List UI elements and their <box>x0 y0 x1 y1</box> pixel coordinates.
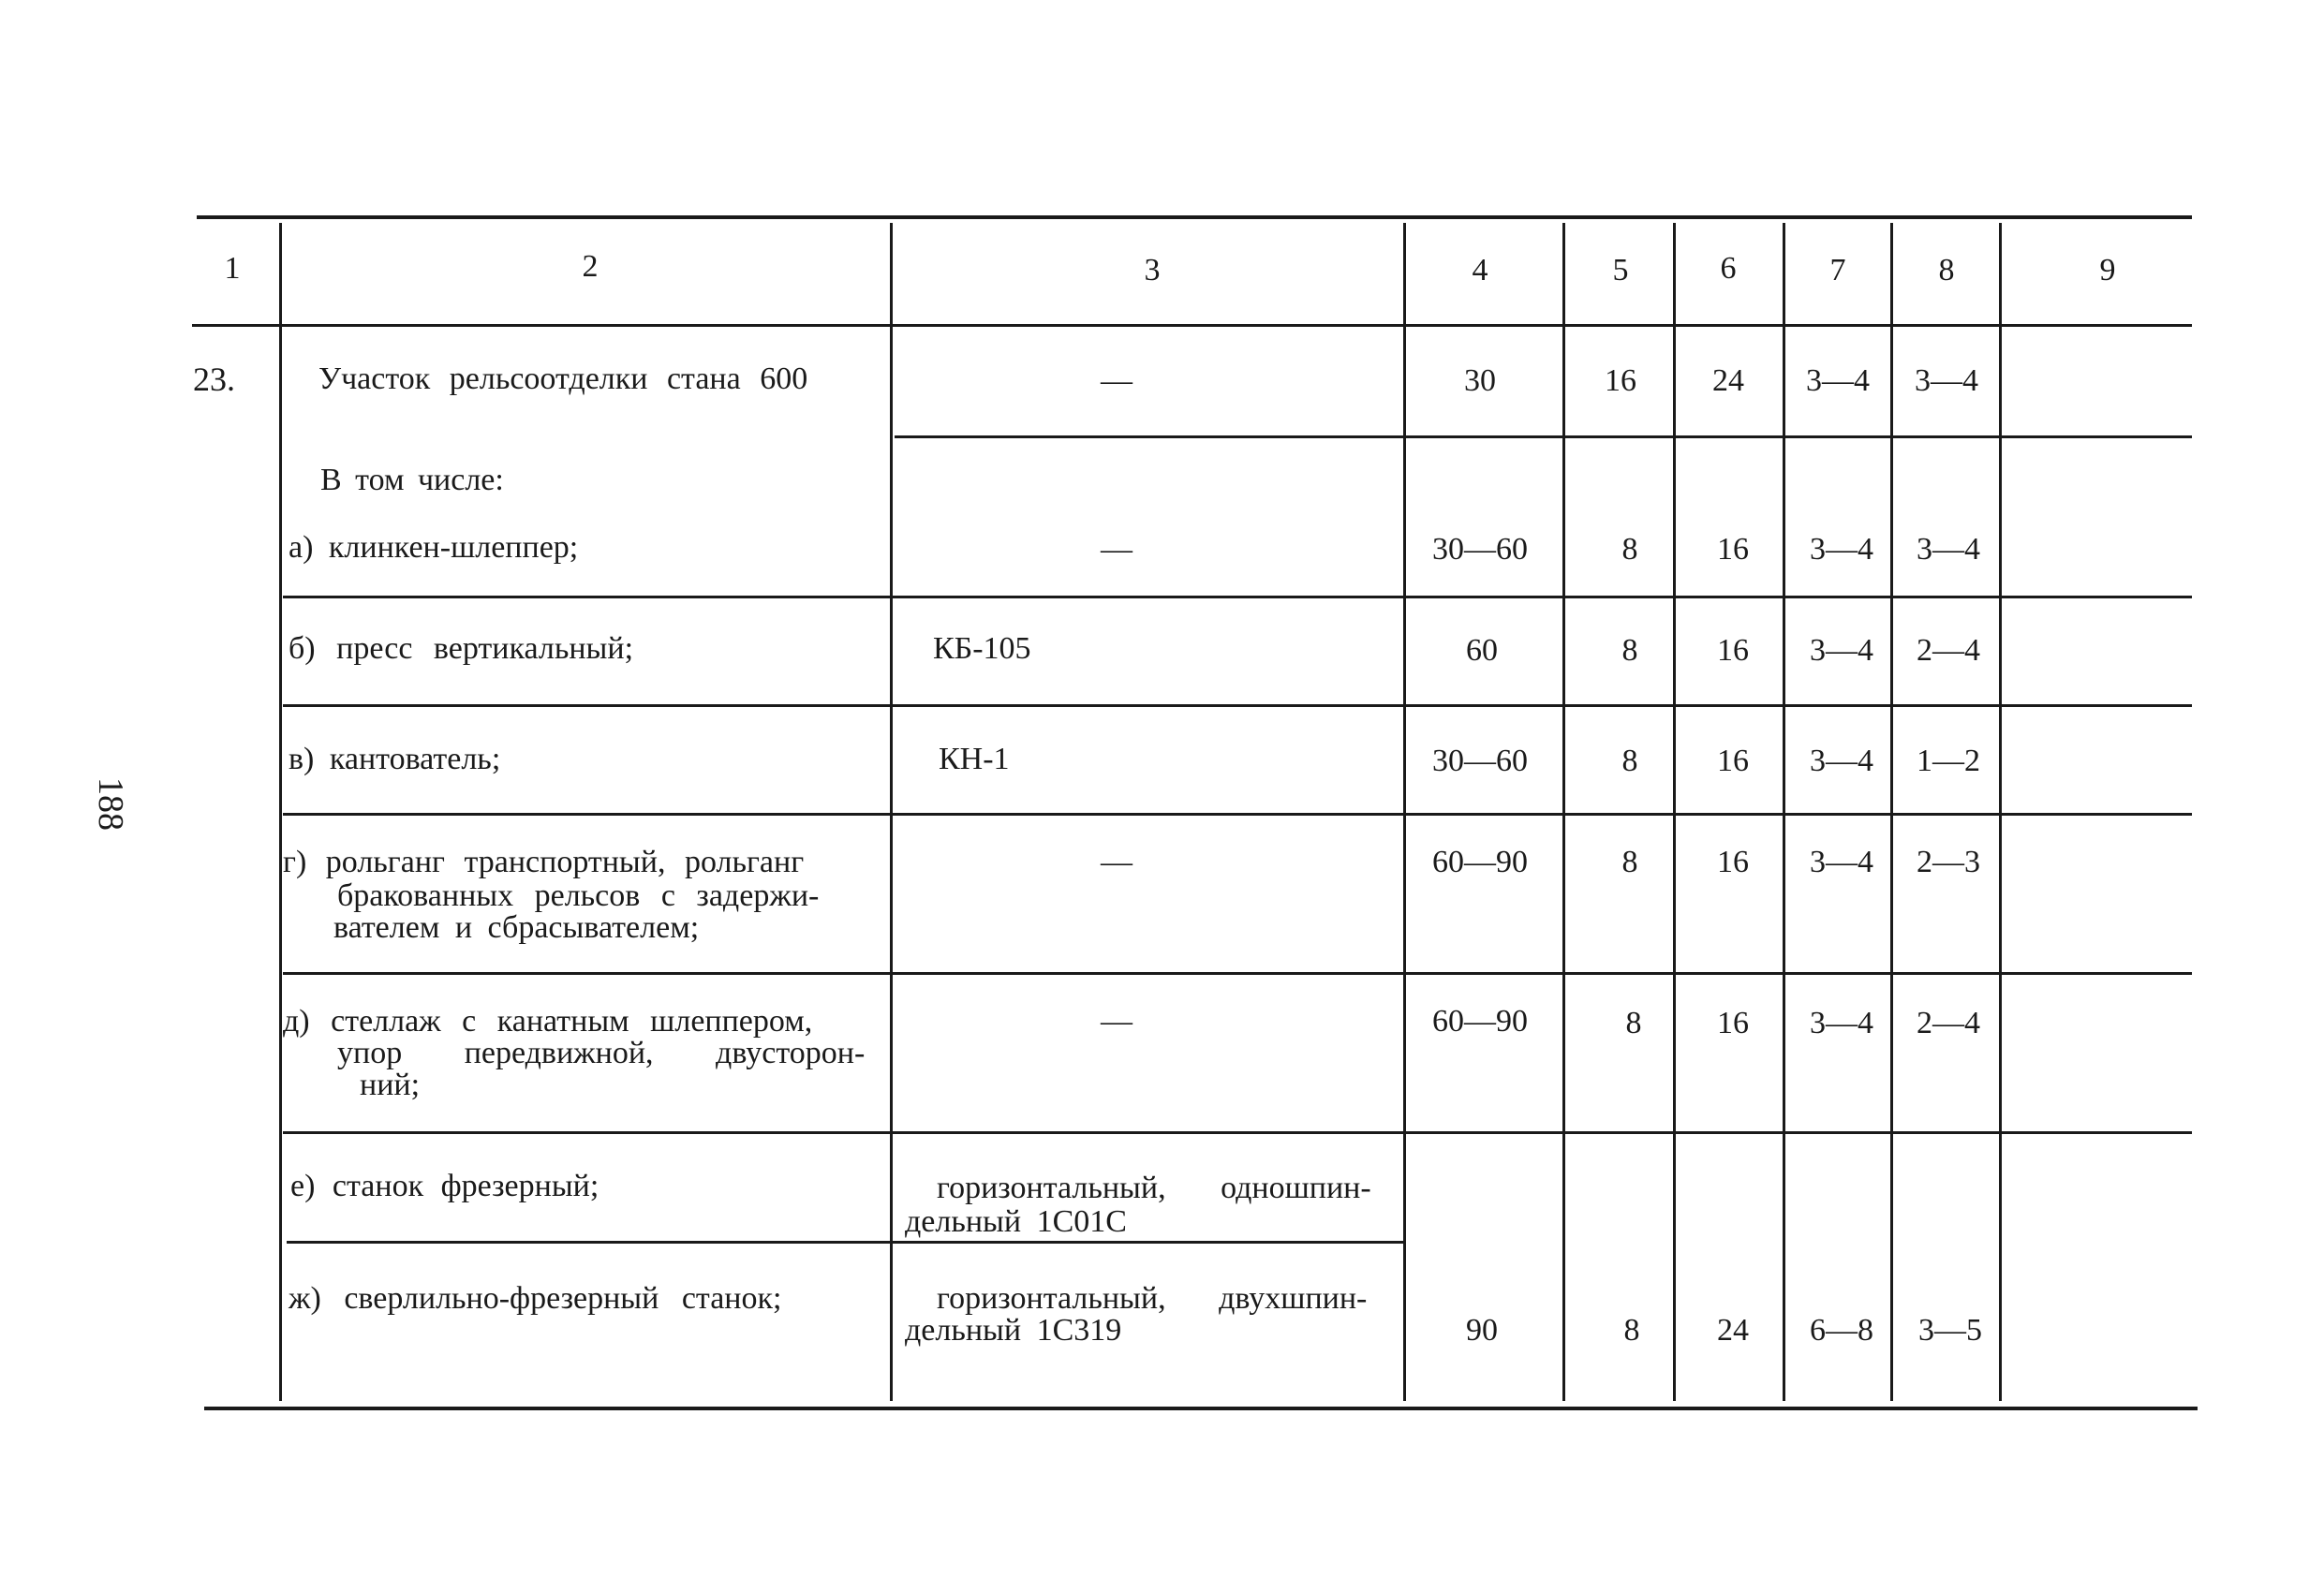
row-rule <box>283 813 2192 816</box>
model-cell: КН-1 <box>939 742 1010 776</box>
table-bottom-rule <box>204 1407 2198 1410</box>
column-divider <box>1562 223 1565 1401</box>
value-cell: 2—4 <box>1917 633 1980 668</box>
value-cell: 3—5 <box>1918 1313 1982 1348</box>
value-cell: 60—90 <box>1432 1004 1528 1039</box>
value-cell: 30—60 <box>1432 532 1528 567</box>
value-cell: 3—4 <box>1915 363 1978 398</box>
item-label: вателем и сбрасывателем; <box>333 910 700 945</box>
header-cell: 5 <box>1612 253 1629 287</box>
value-cell: 3—4 <box>1810 1006 1873 1040</box>
item-label: е) станок фрезерный; <box>290 1169 600 1203</box>
row-rule <box>287 1241 1403 1244</box>
header-cell: 3 <box>1144 253 1161 287</box>
item-label: упор передвижной, двусторон- <box>337 1036 866 1070</box>
model-cell: горизонтальный, двухшпин- <box>937 1281 1368 1316</box>
item-label: а) клинкен-шлеппер; <box>289 530 579 565</box>
value-cell: 30—60 <box>1432 744 1528 778</box>
value-cell: 3—4 <box>1806 363 1870 398</box>
model-cell: дельный 1С01С <box>905 1204 1127 1239</box>
section-title: Участок рельсоотделки стана 600 <box>318 361 808 396</box>
column-divider <box>1999 223 2002 1401</box>
value-cell: 8 <box>1625 1006 1642 1040</box>
item-label: бракованных рельсов с задержи- <box>337 878 820 913</box>
value-cell: 60 <box>1466 633 1498 668</box>
value-cell: 16 <box>1717 845 1749 879</box>
item-label: ж) сверлильно-фрезерный станок; <box>289 1281 782 1316</box>
value-cell: 2—4 <box>1917 1006 1980 1040</box>
model-cell: дельный 1С319 <box>905 1313 1122 1348</box>
value-cell: 8 <box>1621 532 1638 567</box>
value-cell: 8 <box>1621 845 1638 879</box>
value-cell: 8 <box>1621 633 1638 668</box>
header-cell: 2 <box>582 249 599 284</box>
value-cell: 24 <box>1712 363 1744 398</box>
model-cell: — <box>1101 532 1132 567</box>
model-cell: КБ-105 <box>933 631 1031 666</box>
model-cell: горизонтальный, одношпин- <box>937 1171 1371 1205</box>
column-divider <box>1403 223 1406 1401</box>
header-cell: 4 <box>1472 253 1488 287</box>
item-label: г) рольганг транспортный, рольганг <box>283 845 805 879</box>
row-rule <box>283 972 2192 975</box>
item-label: б) пресс вертикальный; <box>289 631 634 666</box>
column-divider <box>1783 223 1785 1401</box>
page-number: 188 <box>91 777 130 831</box>
subtitle: В том числе: <box>320 463 504 497</box>
value-cell: 3—4 <box>1810 744 1873 778</box>
header-cell: 8 <box>1938 253 1955 287</box>
column-divider <box>279 223 282 1401</box>
value-cell: 2—3 <box>1917 845 1980 879</box>
column-divider <box>1890 223 1893 1401</box>
item-label: ний; <box>360 1068 421 1102</box>
column-divider <box>890 223 893 1401</box>
row-rule <box>283 596 2192 598</box>
value-cell: 6—8 <box>1810 1313 1873 1348</box>
value-cell: 60—90 <box>1432 845 1528 879</box>
value-cell: 16 <box>1605 363 1636 398</box>
row-rule <box>283 704 2192 707</box>
value-cell: 16 <box>1717 744 1749 778</box>
value-cell: 1—2 <box>1917 744 1980 778</box>
model-cell: — <box>1101 1004 1132 1039</box>
model-cell: — <box>1101 845 1132 879</box>
header-cell: 7 <box>1829 253 1846 287</box>
header-cell: 9 <box>2099 253 2116 287</box>
model-cell: — <box>1101 363 1132 398</box>
table-top-rule <box>197 215 2192 219</box>
header-cell: 1 <box>224 251 241 286</box>
row-rule <box>895 435 2192 438</box>
item-label: в) кантователь; <box>289 742 501 776</box>
value-cell: 16 <box>1717 1006 1749 1040</box>
header-cell: 6 <box>1720 251 1737 286</box>
column-divider <box>1673 223 1676 1401</box>
value-cell: 30 <box>1464 363 1496 398</box>
item-label: д) стеллаж с канатным шлеппером, <box>283 1004 813 1039</box>
value-cell: 16 <box>1717 532 1749 567</box>
row-number: 23. <box>193 361 235 398</box>
value-cell: 90 <box>1466 1313 1498 1348</box>
row-rule <box>283 1131 2192 1134</box>
value-cell: 3—4 <box>1810 532 1873 567</box>
value-cell: 3—4 <box>1810 845 1873 879</box>
value-cell: 3—4 <box>1810 633 1873 668</box>
value-cell: 8 <box>1623 1313 1640 1348</box>
value-cell: 24 <box>1717 1313 1749 1348</box>
value-cell: 16 <box>1717 633 1749 668</box>
value-cell: 8 <box>1621 744 1638 778</box>
value-cell: 3—4 <box>1917 532 1980 567</box>
